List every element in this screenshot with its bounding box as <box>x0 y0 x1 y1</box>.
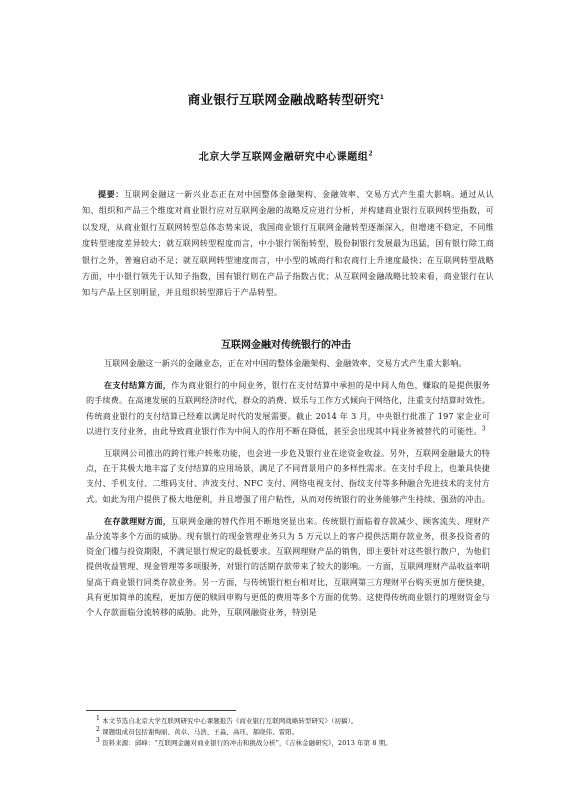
body-text <box>86 356 490 627</box>
abstract <box>82 186 494 301</box>
body-paragraph: 互联网公司推出的跨行账户转账功能，也会进一步危及银行业在途资金收益。另外，互联网金融最大的特点，在于其极大地丰富了支付结算的应用场景，满足了不同背景用户的多样性需求。在支付手段上，也兼具快捷支付、手机支付、二维码支付、声波支付、NFC 支付、网络电视支付、指纹支付等多种融合先进技术的支付方式。如此为用户提供了极大地便利，并且增强了用户粘性，从而对传统银行的业务能够产生持续、强劲的冲击。 <box>86 448 490 504</box>
footnote-ref: 3 <box>481 425 486 433</box>
body-paragraph: 在存款理财方面，互联网金融的替代作用不断地突显出来。传统银行面临着存款减少、顾客流失、理财产品分流等多个方面的威胁。现有银行的现金管理业务只为 5 万元以上的客户提供活期存款业务，很多投资者的资金门槛与投资期限，不满足银行规定的最低要求。互联网理财产品的销售，即主要针对这些银行散户，为他们提供收益管理、现金管理等多项服务，对银行的活期存款带来了较大的影响。一方面，互联网理财产品收益率明显高于商业银行同类存款业务。另一方面，与传统银行柜台相对比，互联网第三方理财平台购买更加方便快捷，具有更加简单的流程，更加方便的赎回申购与更低的费用等多个方面的优势。这使得传统商业银行的理财资金与个人存款面临分流转移的威胁。此外，互联网融资业务，特别是 <box>86 515 490 618</box>
body-paragraph: 互联网金融这一新兴的金融业态，正在对中国的整体金融架构、金融效率、交易方式产生重大影响。 <box>104 358 467 368</box>
paper-title: 商业银行互联网金融战略转型研究$^1$ <box>187 92 385 107</box>
section-heading: 互联网金融对传统银行的冲击 <box>221 340 351 351</box>
footnote-divider <box>86 710 236 711</box>
abstract-label: 提要： <box>98 189 124 199</box>
author-line: 北京大学互联网金融研究中心课题组$^2$ <box>198 150 374 163</box>
footnotes <box>86 716 490 750</box>
body-paragraph: 在支付结算方面，作为商业银行的中间业务，银行在支付结算中承担的是中间人角色，赚取的是提供服务的手续费。在高速发展的互联网经济时代，群众的消费、娱乐与工作方式倾向于网络化，注重支付结算时效性。传统商业银行的支付结算已经难以满足时代的发展需要。截止 2014 年 3 月，中央银行批准了 197 家企业可以进行支付业务，由此导致商业银行作为中间人的作用不断在降低，甚至会出现其中间业务被替代的可能性。$^3$ <box>86 380 490 436</box>
title-footnote-mark: 1 <box>379 93 385 101</box>
abstract-text: 互联网金融这一新兴业态正在对中国整体金融架构、金融效率、交易方式产生重大影响。通过从认知、组织和产品三个维度对商业银行应对互联网金融的战略反应进行分析，并构建商业银行互联网转型指数，可以发现，从商业银行互联网转型总体态势来说，我国商业银行互联网金融转型逐渐深入，但增速不稳定，不同维度转型速度差异较大；就互联网转型程度而言，中小银行领衔转型，股份制银行发展最为迅猛，国有银行除工商银行之外，普遍启动不足；就互联网转型速度而言，中小型的城商行和农商行上升速度最快；在互联网转型战略方面，中小银行领先于认知子指数，国有银行则在产品子指数占优；从互联网金融战略比较来看，商业银行在认知与产品上区别明显，并且组织转型滞后于产品转型。 <box>82 189 494 298</box>
footnote: $^1$ 本文节选自北京大学互联网研究中心课题报告《商业银行互联网战略转型研究》（初稿）。 <box>96 714 358 725</box>
footnote: $^3$ 资料来源：邱峰：“互联网金融对商业银行的冲击和挑战分析”，《吉林金融研究》，2013 年第 8 期。 <box>96 737 392 748</box>
footnote: $^2$ 课题组成员包括谢绚丽、黄卓、马浩、王淼、高珏、郝晓伟、雷阳。 <box>96 726 299 737</box>
author-footnote-mark: 2 <box>368 150 374 158</box>
